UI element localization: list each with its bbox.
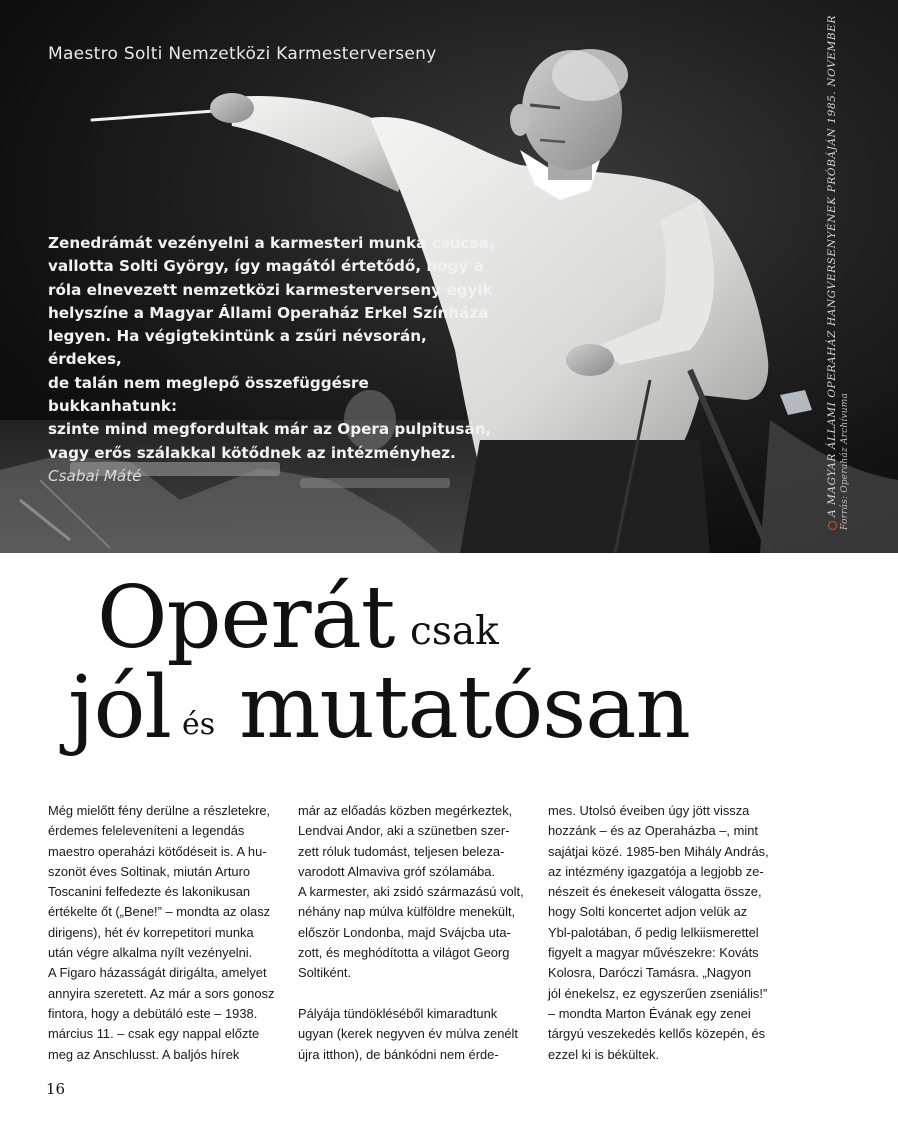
body-line: Soltiként. — [298, 965, 352, 981]
body-line: az intézmény igazgatója a legjobb ze- — [548, 863, 764, 879]
body-line — [298, 984, 528, 1004]
lead-line: legyen. Ha végigtekintünk a zsűri névsorán, érdekes, — [48, 327, 427, 369]
body-line: Ybl-palotában, ő pedig lelkiismerettel — [548, 924, 759, 940]
body-line: jól énekelsz, ez egyszerűen zseniális!” — [548, 985, 768, 1001]
headline-word: csak — [410, 609, 499, 654]
headline-word: és — [182, 707, 216, 742]
body-line: már az előadás közben megérkeztek, — [298, 803, 513, 818]
body-line: Pályája tündökléséből kimaradtunk — [298, 1005, 498, 1021]
page-number: 16 — [46, 1080, 66, 1098]
lead-line: vagy erős szálakkal kötődnek az intézményhez. — [48, 443, 456, 462]
body-line: annyira szeretett. Az már a sors gonosz — [48, 985, 275, 1001]
lead-line: szinte mind megfordultak már az Opera pulpitusán, — [48, 420, 492, 439]
body-line: március 11. – csak egy nappal előzte — [48, 1026, 260, 1042]
body-line: varodott Almaviva gróf szólamába. — [298, 863, 496, 879]
lead-paragraph — [48, 232, 498, 488]
body-line: Kolosra, Daróczi Tamásra. „Nagyon — [548, 965, 752, 981]
body-line: – mondta Marton Évának egy zenei — [548, 1005, 751, 1021]
body-line: figyelt a magyar művészekre: Kováts — [548, 945, 759, 961]
article-headline — [0, 560, 898, 790]
body-line: mes. Utolsó éveiben úgy jött vissza — [548, 803, 750, 818]
hero-photo — [0, 0, 898, 553]
headline-word: mutatósan — [239, 658, 690, 758]
body-line: néhány nap múlva külföldre menekült, — [298, 904, 516, 920]
body-line: tárgyú veszekedés kellős közepén, és — [548, 1026, 766, 1042]
body-line: után végre alkalma nyílt vezényelni. — [48, 945, 253, 961]
lead-line: de talán nem meglepő összefüggésre bukkanhatunk: — [48, 373, 369, 416]
lead-line: vallotta Solti György, így magától értetődő, hogy a — [48, 257, 484, 276]
body-line: ezzel ki is békültek. — [548, 1046, 660, 1062]
body-line: zott, és meghódította a világot Georg — [298, 945, 510, 961]
body-line: A karmester, aki zsidó származású volt, — [298, 884, 524, 900]
body-line: fintora, hogy a debütáló este – 1938. — [48, 1005, 258, 1021]
body-line: hozzánk – és az Operaházba –, mint — [548, 823, 758, 839]
body-line: A Figaro házasságát dirigálta, amelyet — [48, 965, 267, 981]
body-line: dirigens), hét év korrepetitori munka — [48, 924, 254, 940]
author-name: Csabai Máté — [48, 466, 142, 485]
body-line: ugyan (kerek negyven év múlva zenélt — [298, 1026, 518, 1042]
body-column-2 — [298, 801, 528, 1065]
body-line: nészeit és énekeseit válogatta össze, — [548, 884, 762, 900]
body-line: Toscanini felfedezte és lakonikusan — [48, 884, 251, 900]
body-line: maestro operaházi kötődéseit is. A hu- — [48, 843, 267, 859]
body-line: érdemes feleleveníteni a legendás — [48, 823, 245, 839]
headline-word: jól — [68, 658, 171, 758]
body-column-1 — [48, 801, 278, 1065]
body-line: értékelte őt („Bene!” – mondta az olasz — [48, 904, 271, 920]
body-line: szonöt éves Soltinak, miután Arturo — [48, 863, 251, 879]
body-column-3 — [548, 801, 788, 1065]
body-line: Még mielőtt fény derülne a részletekre, — [48, 803, 271, 818]
body-line: zett róluk tudomást, teljesen beleza- — [298, 843, 505, 859]
photo-credit — [826, 15, 852, 530]
body-line: először Londonba, majd Svájcba uta- — [298, 924, 511, 940]
lead-line: Zenedrámát vezényelni a karmesteri munka csúcsa, — [48, 234, 495, 252]
caption-marker-icon — [828, 521, 837, 530]
body-line: sajátjai közé. 1985-ben Mihály András, — [548, 843, 769, 859]
body-line: meg az Anschlusst. A baljós hírek — [48, 1046, 240, 1062]
body-line: újra itthon), de bánkódni nem érde- — [298, 1046, 499, 1062]
photo-caption: A MAGYAR ÁLLAMI OPERAHÁZ HANGVERSENYÉNEK PRÓBÁJÁN 1985. NOVEMBER — [826, 15, 838, 517]
series-kicker: Maestro Solti Nemzetközi Karmesterverseny — [48, 44, 437, 64]
body-line: hogy Solti koncertet adjon velük az — [548, 904, 748, 920]
body-line: Lendvai Andor, aki a szünetben szer- — [298, 823, 510, 839]
headline-word: Operát — [97, 568, 395, 668]
lead-line: róla elnevezett nemzetközi karmesterverseny egyik — [48, 280, 493, 299]
photo-source: Forrás: Operaház Archívuma — [840, 392, 850, 530]
lead-line: helyszíne a Magyar Állami Operaház Erkel Színháza — [48, 303, 489, 322]
